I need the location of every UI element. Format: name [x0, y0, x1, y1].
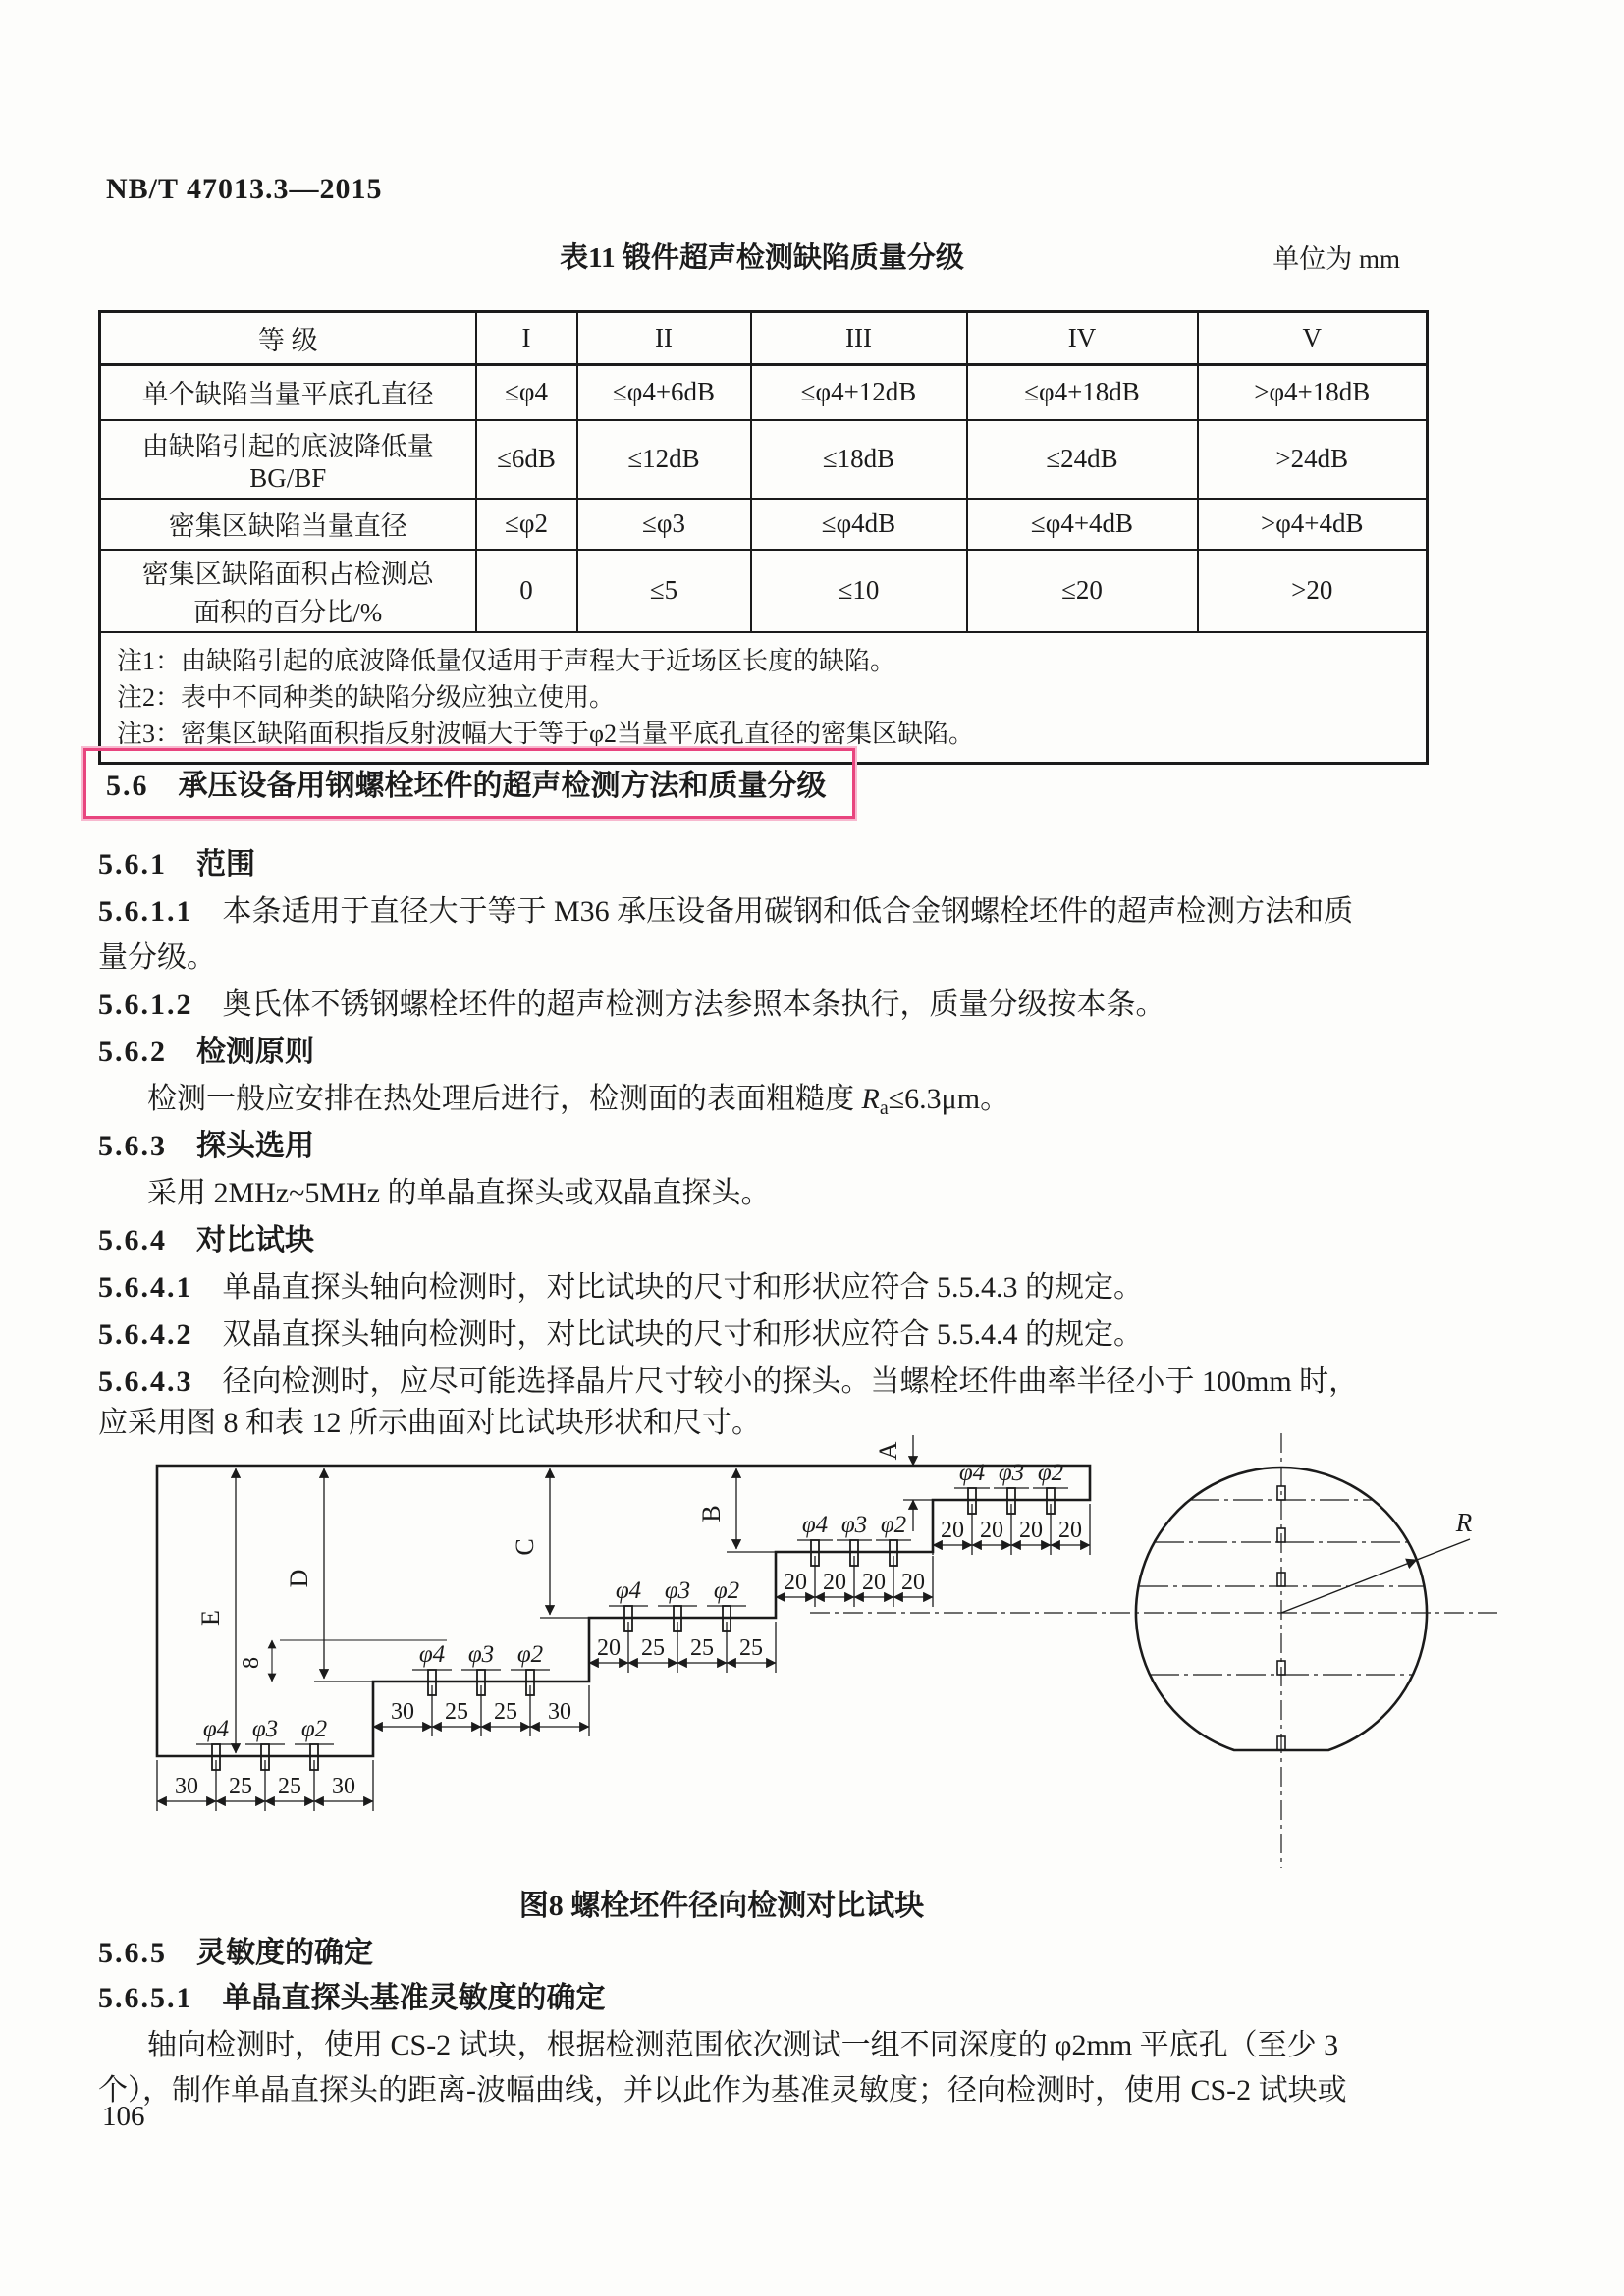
clause-title: 检测原则: [196, 1036, 314, 1068]
round-section-view: [810, 1433, 1502, 1868]
dim-value: 25: [641, 1635, 665, 1661]
clause-number: 5.6: [106, 770, 149, 802]
clause-text: 径向检测时，应尽可能选择晶片尺寸较小的探头。当螺栓坯件曲率半径小于 100mm 时，: [222, 1365, 1359, 1398]
clause-5-6-1-1-line1: [98, 886, 1591, 930]
clause-5-6-1: [98, 839, 1591, 882]
cell: ≤φ4+6dB: [577, 365, 751, 420]
dim-value: 20: [823, 1570, 846, 1595]
dim-value: 25: [739, 1635, 763, 1661]
paragraph-text: 检测一般应安排在热处理后进行，检测面的表面粗糙度: [147, 1083, 862, 1115]
figure8-caption: 图8 螺栓坯件径向检测对比试块: [518, 1890, 925, 1922]
clause-number: 5.6.5.1: [98, 1982, 193, 2014]
clause-title: 对比试块: [196, 1224, 314, 1256]
dim-value: 20: [784, 1570, 807, 1595]
step-5-holes-and-dims: [933, 1460, 1090, 1555]
table-row: [100, 420, 1428, 499]
table-row: [100, 499, 1428, 550]
symbol-Ra-subscript: a: [879, 1097, 889, 1119]
row-label: [100, 420, 476, 499]
step-height-letter: E: [196, 1610, 225, 1626]
cell: ≤18dB: [751, 420, 967, 499]
cell: ≤φ4+4dB: [967, 499, 1198, 550]
paragraph-5-6-2: [98, 1074, 1624, 1120]
cell: ≤12dB: [577, 420, 751, 499]
hole-diameter-label: φ2: [713, 1577, 740, 1604]
row-label: 密集区缺陷当量直径: [100, 499, 476, 550]
cell: >φ4+4dB: [1198, 499, 1428, 550]
step-2-holes-and-dims: [373, 1641, 589, 1736]
clause-title: 探头选用: [196, 1130, 314, 1162]
note-3: 注3：密集区缺陷面积指反射波幅大于等于φ2当量平底孔直径的密集区缺陷。: [117, 719, 975, 748]
clause-text: 单晶直探头轴向检测时，对比试块的尺寸和形状应符合 5.5.4.3 的规定。: [222, 1271, 1143, 1304]
dim-value: 20: [1019, 1518, 1043, 1543]
step-height-letter: A: [874, 1441, 902, 1461]
clause-5-6-1-1-line2: [98, 933, 1591, 976]
clause-number: 5.6.4: [98, 1224, 167, 1256]
clause-text: 量分级。: [98, 941, 216, 974]
paragraph-5-6-5-1-line1: [98, 2020, 1624, 2063]
paragraph-text: 个），制作单晶直探头的距离-波幅曲线，并以此作为基准灵敏度；径向检测时，使用 CS-2 试块或: [98, 2074, 1347, 2107]
cell: ≤6dB: [476, 420, 577, 499]
clause-text: 奥氏体不锈钢螺栓坯件的超声检测方法参照本条执行，质量分级按本条。: [222, 988, 1165, 1021]
hole-diameter-label: φ2: [880, 1512, 907, 1538]
hole-diameter-label: φ2: [516, 1641, 544, 1668]
dim-value: 25: [445, 1699, 468, 1725]
col-header-grade: 等 级: [100, 312, 476, 365]
clause-text: 应采用图 8 和表 12 所示曲面对比试块形状和尺寸。: [98, 1407, 761, 1439]
cell: >20: [1198, 550, 1428, 632]
cell: ≤10: [751, 550, 967, 632]
table11: [98, 310, 1429, 765]
clause-5-6-5-1: [98, 1973, 1591, 2016]
hole-diameter-label: φ4: [801, 1512, 829, 1538]
table-notes-row: [100, 632, 1428, 764]
dim-value: 25: [278, 1774, 301, 1799]
clause-number: 5.6.4.1: [98, 1271, 193, 1304]
cell: ≤24dB: [967, 420, 1198, 499]
dim-value: 20: [980, 1518, 1003, 1543]
clause-title: 范围: [196, 848, 255, 881]
cell: ≤φ4dB: [751, 499, 967, 550]
step-1-holes-and-dims: [157, 1716, 373, 1811]
offset-dim-value: 8: [239, 1657, 264, 1669]
cell: 0: [476, 550, 577, 632]
cell: >24dB: [1198, 420, 1428, 499]
clause-5-6-2: [98, 1027, 1591, 1070]
step-4-holes-and-dims: [776, 1512, 933, 1607]
clause-5-6-4-3-line1: [98, 1357, 1591, 1400]
cell: ≤20: [967, 550, 1198, 632]
doc-number: NB/T 47013.3—2015: [106, 173, 383, 205]
dim-value: 30: [391, 1699, 414, 1725]
col-header-4: IV: [967, 312, 1198, 365]
col-header-3: III: [751, 312, 967, 365]
cell: >φ4+18dB: [1198, 365, 1428, 420]
paragraph-text: ≤6.3μm。: [888, 1083, 1010, 1115]
dim-value: 25: [229, 1774, 252, 1799]
clause-title: 灵敏度的确定: [196, 1937, 373, 1969]
cell: ≤φ3: [577, 499, 751, 550]
symbol-Ra: R: [861, 1083, 880, 1115]
hole-diameter-label: φ3: [998, 1460, 1025, 1486]
paragraph-5-6-5-1-line2: [98, 2065, 1591, 2109]
dim-value: 20: [862, 1570, 886, 1595]
note-2: 注2：表中不同种类的缺陷分级应独立使用。: [117, 682, 616, 712]
step-3-holes-and-dims: [589, 1577, 776, 1673]
dim-value: 30: [175, 1774, 198, 1799]
hole-diameter-label: φ4: [958, 1460, 986, 1486]
dim-value: 30: [548, 1699, 571, 1725]
clause-title: 单晶直探头基准灵敏度的确定: [222, 1982, 606, 2014]
hole-diameter-label: φ3: [664, 1577, 691, 1604]
col-header-1: I: [476, 312, 577, 365]
hole-diameter-label: φ3: [251, 1716, 279, 1742]
row-label: 单个缺陷当量平底孔直径: [100, 365, 476, 420]
row-label-line1: 由缺陷引起的底波降低量: [141, 431, 434, 461]
step-height-letter: D: [285, 1569, 313, 1588]
cell: ≤5: [577, 550, 751, 632]
hole-diameter-label: φ3: [840, 1512, 868, 1538]
note-1: 注1：由缺陷引起的底波降低量仅适用于声程大于近场区长度的缺陷。: [117, 646, 896, 675]
paragraph-text: 采用 2MHz~5MHz 的单晶直探头或双晶直探头。: [147, 1177, 771, 1209]
table-row: [100, 550, 1428, 632]
row-label-line1: 密集区缺陷面积占检测总: [141, 559, 434, 589]
cell: ≤φ2: [476, 499, 577, 550]
cell: ≤φ4+18dB: [967, 365, 1198, 420]
clause-number: 5.6.3: [98, 1130, 167, 1162]
table-row: [100, 365, 1428, 420]
table11-title: 表11 锻件超声检测缺陷质量分级: [560, 242, 964, 274]
paragraph-5-6-3: [98, 1168, 1624, 1211]
cell: ≤φ4+12dB: [751, 365, 967, 420]
row-label-line2: BG/BF: [249, 462, 327, 493]
hole-diameter-label: φ2: [300, 1716, 328, 1742]
col-header-2: II: [577, 312, 751, 365]
step-height-letter: B: [697, 1505, 726, 1522]
clause-number: 5.6.1.2: [98, 988, 193, 1021]
hole-diameter-label: φ3: [467, 1641, 495, 1668]
dim-value: 20: [1058, 1518, 1082, 1543]
dim-value: 20: [941, 1518, 964, 1543]
step-height-letter: C: [511, 1538, 539, 1556]
section-title: 承压设备用钢螺栓坯件的超声检测方法和质量分级: [178, 770, 827, 802]
radius-label: R: [1455, 1508, 1473, 1537]
figure8-drawing: [93, 1421, 1537, 1875]
row-label-line2: 面积的百分比/%: [193, 597, 383, 627]
clause-5-6-5: [98, 1928, 1591, 1971]
hole-diameter-label: φ4: [202, 1716, 230, 1742]
clause-number: 5.6.2: [98, 1036, 167, 1068]
dim-value: 30: [332, 1774, 355, 1799]
radius-arrow: [1281, 1560, 1417, 1613]
table-notes: [100, 632, 1428, 764]
page-number: 106: [102, 2101, 145, 2132]
clause-text: 本条适用于直径大于等于 M36 承压设备用碳钢和低合金钢螺栓坯件的超声检测方法和质: [222, 895, 1354, 928]
table11-title-row: [98, 236, 1426, 277]
row-label: [100, 550, 476, 632]
clause-number: 5.6.4.3: [98, 1365, 193, 1398]
hole-diameter-label: φ4: [615, 1577, 642, 1604]
cell: ≤φ4: [476, 365, 577, 420]
table-header-row: [100, 312, 1428, 365]
hole-diameter-label: φ2: [1037, 1460, 1064, 1486]
col-header-5: V: [1198, 312, 1428, 365]
clause-5-6-4-1: [98, 1262, 1591, 1306]
stepped-block-outline: [157, 1466, 1090, 1756]
clause-5-6-1-2: [98, 980, 1591, 1023]
clause-text: 双晶直探头轴向检测时，对比试块的尺寸和形状应符合 5.5.4.4 的规定。: [222, 1318, 1143, 1351]
clause-number: 5.6.4.2: [98, 1318, 193, 1351]
offset-dimension: [239, 1640, 447, 1682]
hole-diameter-label: φ4: [418, 1641, 446, 1668]
dim-value: 20: [597, 1635, 621, 1661]
section-5-6-highlight-box: [83, 748, 855, 819]
clause-5-6-3: [98, 1121, 1591, 1164]
clause-5-6-4: [98, 1215, 1591, 1258]
dim-value: 25: [690, 1635, 714, 1661]
dim-value: 20: [901, 1570, 925, 1595]
clause-number: 5.6.1.1: [98, 895, 193, 928]
paragraph-text: 轴向检测时，使用 CS-2 试块，根据检测范围依次测试一组不同深度的 φ2mm 平底孔（至少 3: [147, 2029, 1339, 2061]
dim-value: 25: [494, 1699, 517, 1725]
clause-number: 5.6.1: [98, 848, 167, 881]
clause-number: 5.6.5: [98, 1937, 167, 1969]
table11-unit: 单位为 mm: [1272, 244, 1400, 274]
clause-5-6-4-2: [98, 1309, 1591, 1353]
